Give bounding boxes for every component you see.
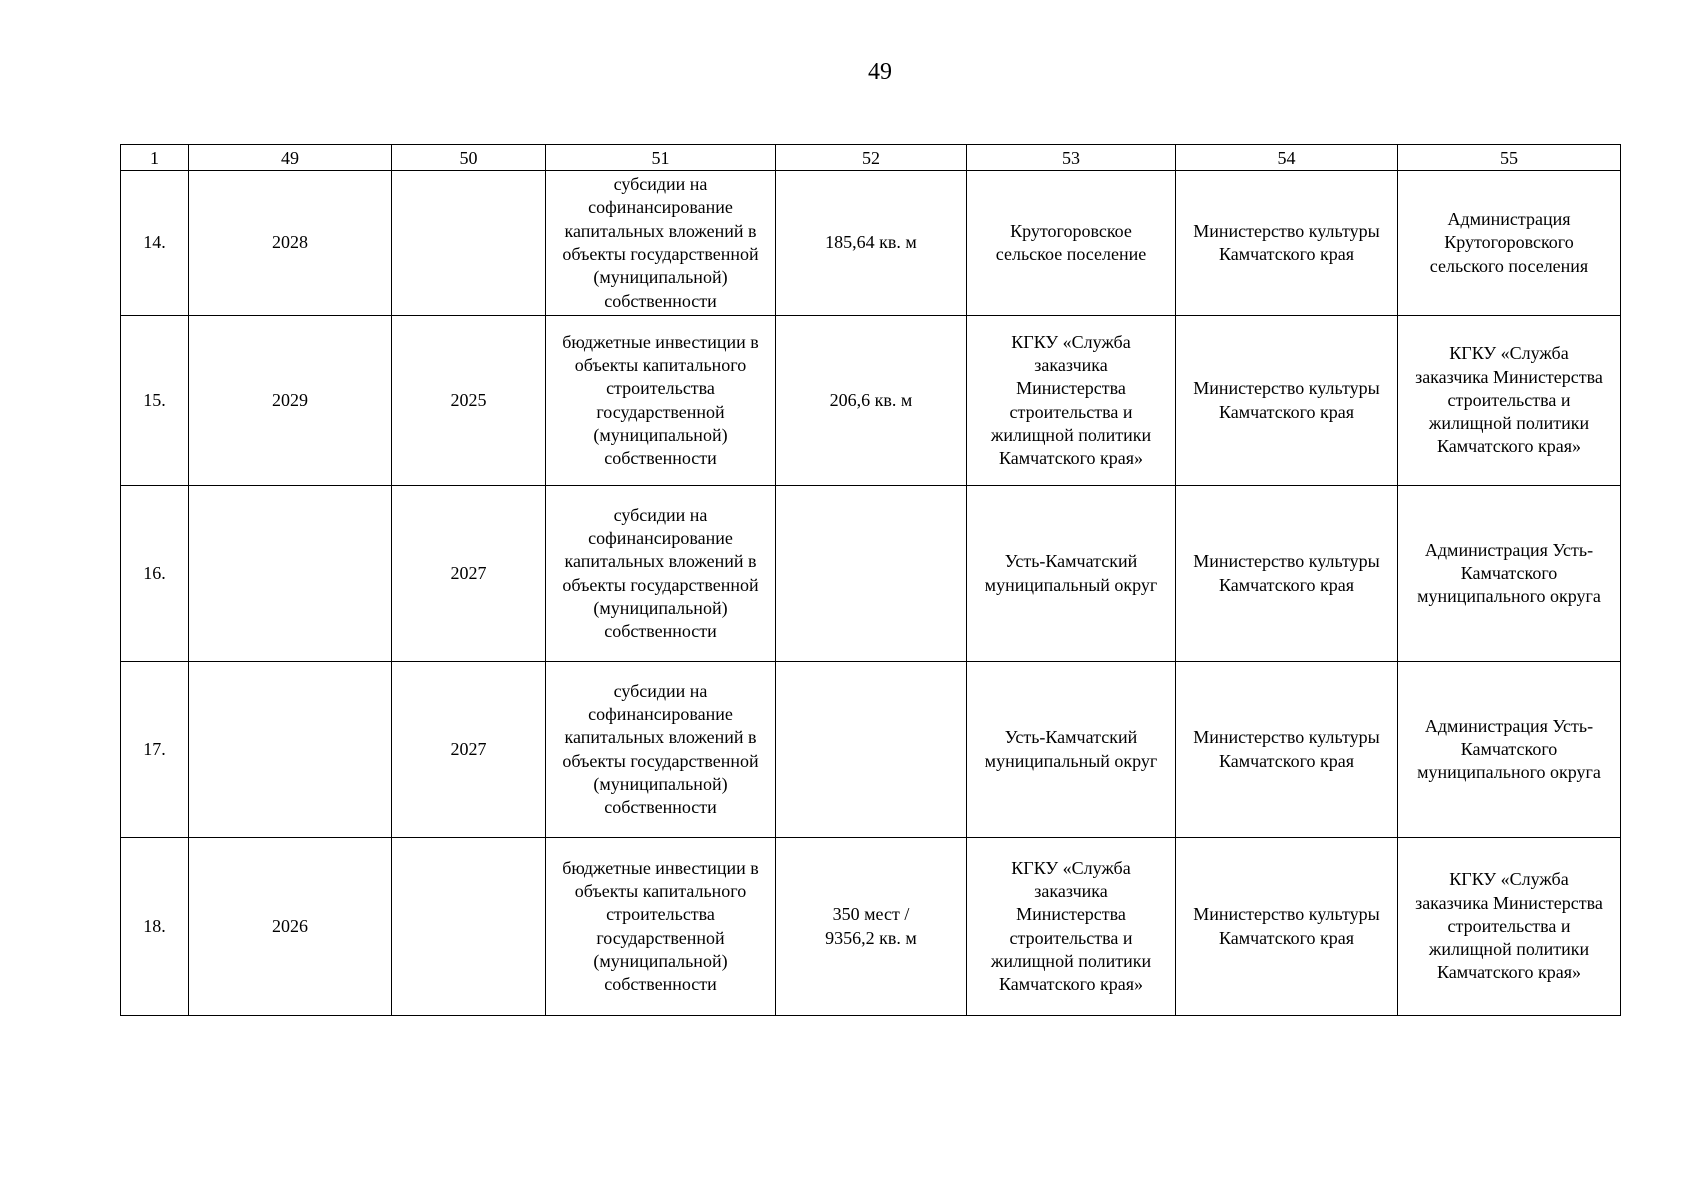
- table-header-row: [121, 145, 1621, 171]
- table-cell: 2028: [189, 171, 392, 316]
- funding-type-cell: бюджетные инвестиции в объекты капитального строительства государственной (муниципальной) собственности: [546, 316, 776, 486]
- table-cell: [392, 171, 546, 316]
- column-header: 50: [392, 145, 546, 171]
- executor-cell: Администрация Крутогоровского сельского поселения: [1398, 171, 1621, 316]
- capacity-cell: [776, 486, 967, 662]
- table-cell: [392, 838, 546, 1016]
- column-header: 53: [967, 145, 1176, 171]
- data-table: [120, 144, 1621, 1016]
- table-row: [121, 171, 1621, 316]
- column-header: 51: [546, 145, 776, 171]
- page-number: 49: [868, 59, 892, 85]
- table-cell: 2029: [189, 316, 392, 486]
- executor-cell: Администрация Усть- Камчатского муниципального округа: [1398, 662, 1621, 838]
- row-number-cell: 17.: [121, 662, 189, 838]
- table-cell: 2027: [392, 486, 546, 662]
- column-header: 52: [776, 145, 967, 171]
- table-cell: [189, 486, 392, 662]
- executor-cell: КГКУ «Служба заказчика Министерства строительства и жилищной политики Камчатского края»: [1398, 316, 1621, 486]
- table-cell: 2026: [189, 838, 392, 1016]
- ministry-cell: Министерство культуры Камчатского края: [1176, 662, 1398, 838]
- recipient-cell: Усть-Камчатский муниципальный округ: [967, 486, 1176, 662]
- row-number-cell: 16.: [121, 486, 189, 662]
- column-header: 1: [121, 145, 189, 171]
- ministry-cell: Министерство культуры Камчатского края: [1176, 171, 1398, 316]
- table-row: [121, 838, 1621, 1016]
- executor-cell: Администрация Усть- Камчатского муниципального округа: [1398, 486, 1621, 662]
- capacity-cell: [776, 662, 967, 838]
- funding-type-cell: бюджетные инвестиции в объекты капитального строительства государственной (муниципальной) собственности: [546, 838, 776, 1016]
- recipient-cell: КГКУ «Служба заказчика Министерства строительства и жилищной политики Камчатского края»: [967, 316, 1176, 486]
- recipient-cell: Усть-Камчатский муниципальный округ: [967, 662, 1176, 838]
- row-number-cell: 15.: [121, 316, 189, 486]
- column-header: 49: [189, 145, 392, 171]
- executor-cell: КГКУ «Служба заказчика Министерства строительства и жилищной политики Камчатского края»: [1398, 838, 1621, 1016]
- funding-type-cell: субсидии на софинансирование капитальных вложений в объекты государственной (муниципальной) собственности: [546, 486, 776, 662]
- capacity-cell: 206,6 кв. м: [776, 316, 967, 486]
- column-header: 55: [1398, 145, 1621, 171]
- funding-type-cell: субсидии на софинансирование капитальных вложений в объекты государственной (муниципальной) собственности: [546, 662, 776, 838]
- recipient-cell: Крутогоровское сельское поселение: [967, 171, 1176, 316]
- funding-type-cell: субсидии на софинансирование капитальных вложений в объекты государственной (муниципальной) собственности: [546, 171, 776, 316]
- table-cell: [189, 662, 392, 838]
- capacity-cell: 185,64 кв. м: [776, 171, 967, 316]
- ministry-cell: Министерство культуры Камчатского края: [1176, 316, 1398, 486]
- table-row: [121, 316, 1621, 486]
- row-number-cell: 14.: [121, 171, 189, 316]
- table-cell: 2025: [392, 316, 546, 486]
- recipient-cell: КГКУ «Служба заказчика Министерства строительства и жилищной политики Камчатского края»: [967, 838, 1176, 1016]
- ministry-cell: Министерство культуры Камчатского края: [1176, 838, 1398, 1016]
- ministry-cell: Министерство культуры Камчатского края: [1176, 486, 1398, 662]
- row-number-cell: 18.: [121, 838, 189, 1016]
- capacity-cell: 350 мест / 9356,2 кв. м: [776, 838, 967, 1016]
- table-row: [121, 486, 1621, 662]
- table-row: [121, 662, 1621, 838]
- table-cell: 2027: [392, 662, 546, 838]
- column-header: 54: [1176, 145, 1398, 171]
